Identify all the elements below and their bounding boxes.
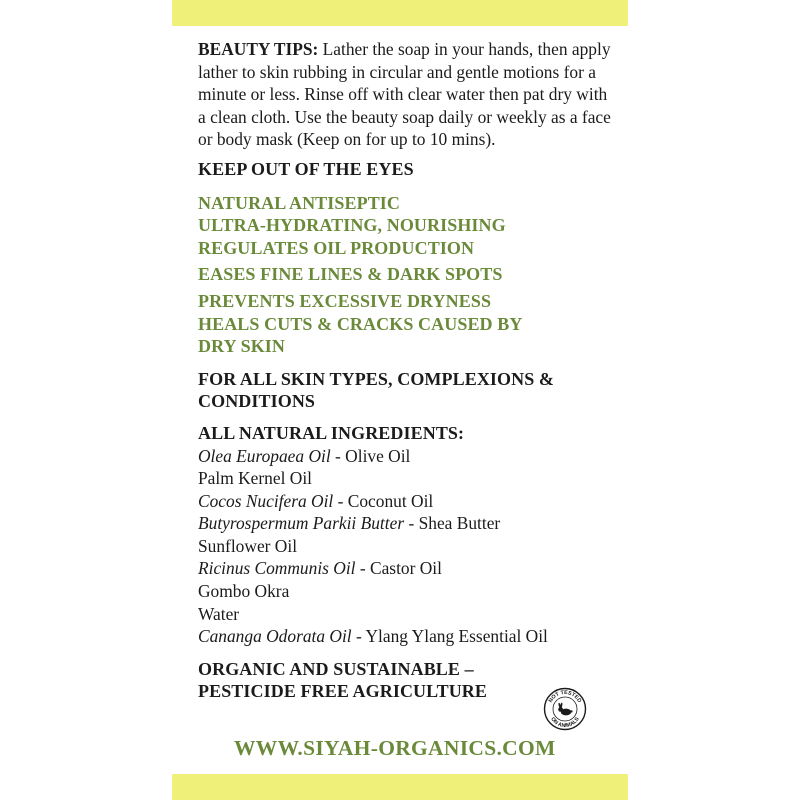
ingredient-latin: Olea Europaea Oil (198, 445, 331, 466)
ingredient-item (198, 603, 618, 626)
ingredient-item (198, 625, 618, 648)
ingredient-separator: - (351, 626, 366, 647)
ingredient-latin: Butyrospermum Parkii Butter (198, 513, 405, 534)
benefit-3: REGULATES OIL PRODUCTION (198, 237, 475, 258)
ingredient-common: Shea Butter (418, 513, 501, 534)
benefit-1: NATURAL ANTISEPTIC (198, 192, 401, 213)
beauty-tips-text: Lather the soap in your hands, then apply lather to skin rubbing in circular and gentle motions for a minute or less. Rinse off with clear water then pat dry with a clean cloth. Use the beauty soap daily or weekly as a face or body mask (Keep on for up to 10 mins). (198, 39, 611, 150)
ingredient-separator: - (333, 490, 348, 511)
ingredient-common: Gombo Okra (198, 581, 290, 602)
ingredient-common: Castor Oil (369, 558, 442, 579)
ingredient-item (198, 580, 618, 603)
benefit-5: PREVENTS EXCESSIVE DRYNESS (198, 290, 492, 311)
ingredient-item (198, 512, 618, 535)
beauty-tips (198, 38, 618, 151)
benefit-4: EASES FINE LINES & DARK SPOTS (198, 264, 503, 285)
skin-types: FOR ALL SKIN TYPES, COMPLEXIONS & CONDITIONS (198, 368, 555, 412)
organic-line-2: PESTICIDE FREE AGRICULTURE (198, 681, 488, 702)
ingredient-item (198, 445, 618, 468)
badge-bottom-text: ON ANIMALS (549, 716, 581, 730)
bottom-color-band (172, 774, 628, 800)
ingredient-separator: - (330, 445, 346, 466)
ingredient-common: Coconut Oil (347, 490, 434, 511)
ingredient-common: Olive Oil (345, 445, 411, 466)
ingredient-item (198, 490, 618, 513)
ingredient-separator: - (355, 558, 370, 579)
badge-top-text: NOT TESTED (547, 689, 583, 704)
ingredients-title: ALL NATURAL INGREDIENTS: (198, 422, 465, 443)
benefit-6: HEALS CUTS & CRACKS CAUSED BY DRY SKIN (198, 313, 522, 357)
eye-warning: KEEP OUT OF THE EYES (198, 158, 414, 179)
ingredient-common: Sunflower Oil (198, 535, 298, 556)
organic-line-1: ORGANIC AND SUSTAINABLE – (198, 658, 474, 679)
ingredient-item (198, 557, 618, 580)
not-tested-on-animals-badge (543, 687, 587, 731)
ingredient-common: Ylang Ylang Essential Oil (365, 626, 548, 647)
ingredient-common: Palm Kernel Oil (198, 468, 312, 489)
ingredient-item (198, 535, 618, 558)
beauty-tips-label: BEAUTY TIPS: (198, 39, 319, 59)
ingredient-latin: Cocos Nucifera Oil (198, 490, 334, 511)
ingredient-latin: Ricinus Communis Oil (198, 558, 356, 579)
top-color-band (172, 0, 628, 26)
benefit-2: ULTRA-HYDRATING, NOURISHING (198, 215, 506, 236)
ingredient-common: Water (198, 603, 240, 624)
ingredient-latin: Cananga Odorata Oil (198, 626, 352, 647)
ingredients-list (198, 445, 618, 648)
website-url: WWW.SIYAH-ORGANICS.COM (234, 736, 556, 760)
label-panel (198, 38, 618, 703)
ingredient-item (198, 467, 618, 490)
ingredient-separator: - (404, 513, 419, 534)
